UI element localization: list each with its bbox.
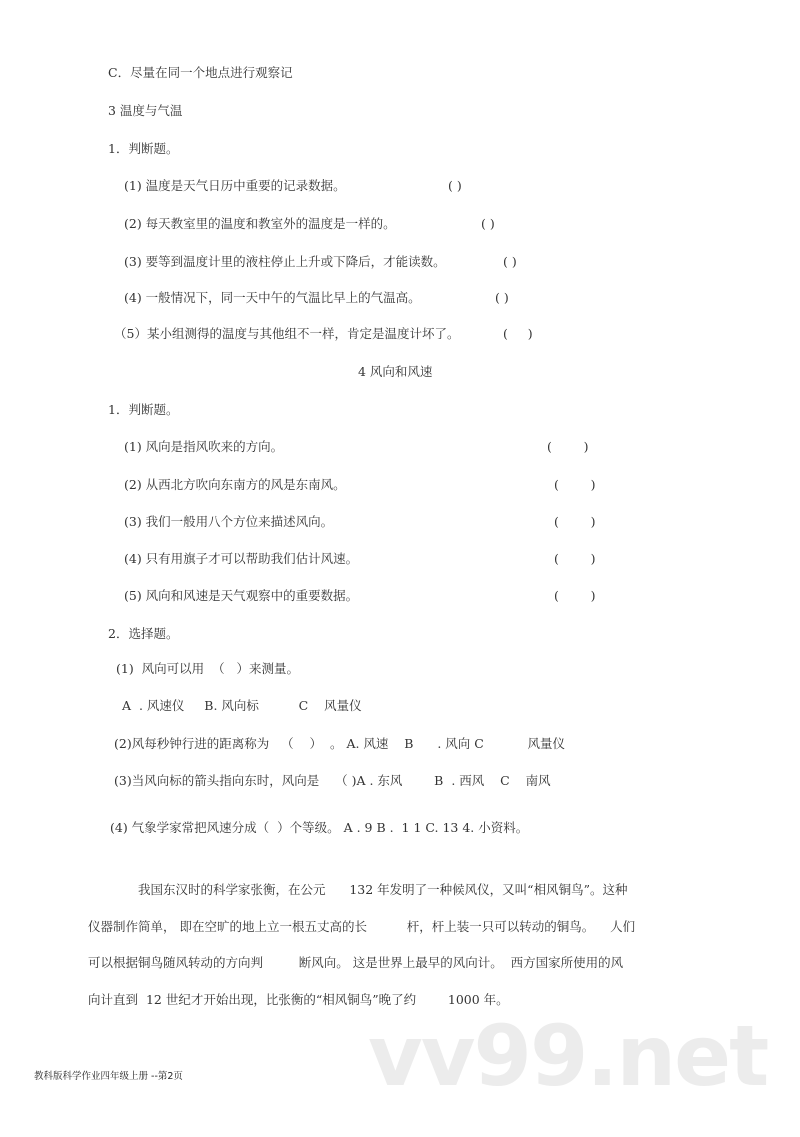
s3-question-1: (1) 温度是天气日历中重要的记录数据。: [124, 178, 346, 193]
answer-blank: ( ): [554, 551, 596, 566]
watermark: vv99.net: [368, 1007, 768, 1105]
choice-question-4: (4) 气象学家常把风速分成（ ）个等级。 A . 9 B . 1 1 C. 13 4. 小资料。: [110, 820, 529, 835]
s4-question-5: (5) 风向和风速是天气观察中的重要数据。: [124, 588, 359, 603]
s4-question-2: (2) 从西北方吹向东南方的风是东南风。: [124, 477, 346, 492]
answer-blank: ( ): [547, 439, 589, 454]
section-4-heading-2: 2．选择题。: [108, 626, 179, 641]
section-4-title: 4 风向和风速: [358, 364, 433, 379]
s3-question-2: (2) 每天教室里的温度和教室外的温度是一样的。: [124, 216, 396, 231]
answer-blank: ( ): [495, 290, 509, 305]
reading-paragraph-line-3: 可以根据铜鸟随风转动的方向判 断风向。 这是世界上最早的风向计。 西方国家所使用的风: [88, 955, 624, 970]
choice-question-1-options: A . 风速仪 B. 风向标 C 风量仪: [122, 698, 362, 713]
section-3-heading: 1．判断题。: [108, 141, 179, 156]
s3-question-5: （5）某小组测得的温度与其他组不一样，肯定是温度计坏了。: [114, 326, 460, 341]
reading-paragraph-line-4: 向计直到 12 世纪才开始出现，比张衡的“相风铜鸟”晚了约 1000 年。: [88, 992, 509, 1007]
s4-question-4: (4) 只有用旗子才可以帮助我们估计风速。: [124, 551, 359, 566]
answer-blank: ( ): [503, 326, 533, 341]
page-footer: 教科版科学作业四年级上册 --第2页: [34, 1071, 183, 1082]
section-4-heading-1: 1．判断题。: [108, 402, 179, 417]
reading-paragraph-line-2: 仪器制作简单， 即在空旷的地上立一根五丈高的长 杆，杆上装一只可以转动的铜鸟。 人们: [88, 919, 636, 934]
answer-blank: ( ): [554, 588, 596, 603]
answer-blank: ( ): [503, 254, 517, 269]
section-3-title: 3 温度与气温: [108, 103, 183, 118]
option-c: C．尽量在同一个地点进行观察记: [108, 65, 293, 80]
s4-question-3: (3) 我们一般用八个方位来描述风向。: [124, 514, 334, 529]
choice-question-1: (1) 风向可以用 （ ）来测量。: [116, 661, 300, 676]
answer-blank: ( ): [448, 178, 462, 193]
s4-question-1: (1) 风向是指风吹来的方向。: [124, 439, 284, 454]
s3-question-3: (3) 要等到温度计里的液柱停止上升或下降后，才能读数。: [124, 254, 446, 269]
answer-blank: ( ): [481, 216, 495, 231]
answer-blank: ( ): [554, 514, 596, 529]
choice-question-3: (3)当风向标的箭头指向东时，风向是 （ )A . 东风 B . 西风 C 南风: [114, 773, 551, 788]
choice-question-2: (2)风每秒钟行进的距离称为 （ ） 。 A. 风速 B . 风向 C 风量仪: [114, 736, 566, 751]
reading-paragraph-line-1: 我国东汉时的科学家张衡，在公元 132 年发明了一种候风仪，又叫“相风铜鸟”。这种: [138, 882, 628, 897]
s3-question-4: (4) 一般情况下，同一天中午的气温比早上的气温高。: [124, 290, 421, 305]
answer-blank: ( ): [554, 477, 596, 492]
